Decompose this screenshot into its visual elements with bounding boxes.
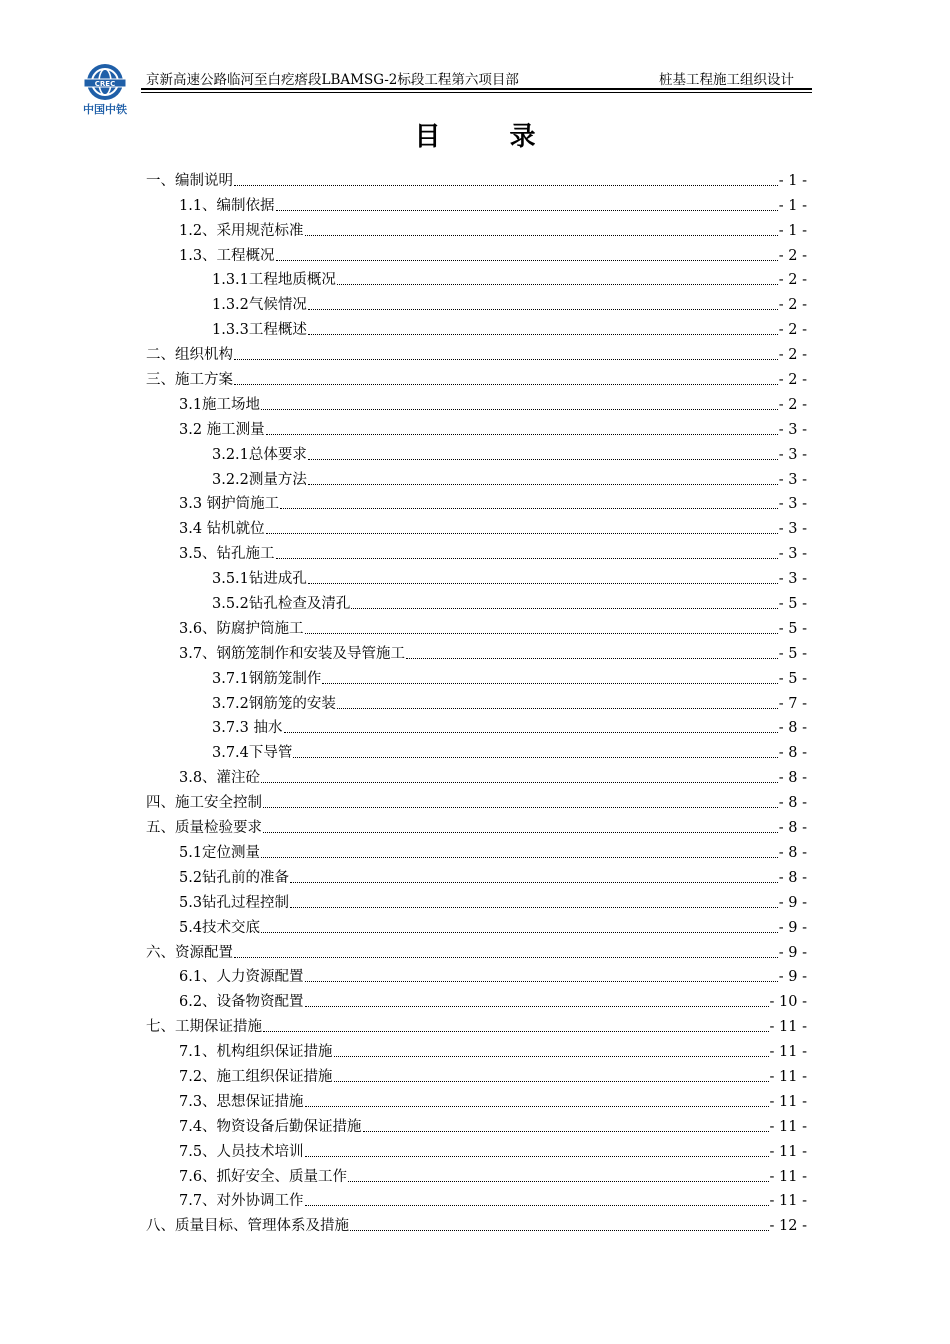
toc-entry[interactable] bbox=[146, 1161, 807, 1186]
toc-entry-label: 7.4、物资设备后勤保证措施 bbox=[179, 1118, 362, 1135]
toc-entry-label: 7.5、人员技术培训 bbox=[179, 1143, 304, 1160]
toc-entry-page: - 3 - bbox=[778, 421, 807, 438]
toc-dot-leader bbox=[261, 857, 778, 858]
toc-dot-leader bbox=[305, 1205, 769, 1206]
toc-dot-leader bbox=[234, 957, 778, 958]
toc-entry-label: 1.3、工程概况 bbox=[179, 247, 275, 264]
toc-entry[interactable] bbox=[146, 1036, 807, 1061]
toc-entry-page: - 11 - bbox=[769, 1193, 807, 1210]
toc-entry[interactable] bbox=[146, 1136, 807, 1161]
toc-entry-label: 八、质量目标、管理体系及措施 bbox=[146, 1218, 349, 1235]
toc-dot-leader bbox=[280, 508, 778, 509]
toc-entry-label: 三、施工方案 bbox=[146, 372, 233, 389]
toc-entry-page: - 5 - bbox=[778, 670, 807, 687]
toc-entry[interactable] bbox=[146, 962, 807, 987]
toc-entry-label: 3.7.1钢筋笼制作 bbox=[212, 670, 322, 687]
toc-entry-page: - 9 - bbox=[778, 969, 807, 986]
toc-entry-label: 3.5、钻孔施工 bbox=[179, 546, 275, 563]
toc-entry-label: 6.1、人力资源配置 bbox=[179, 969, 304, 986]
toc-entry[interactable] bbox=[146, 713, 807, 738]
toc-dot-leader bbox=[406, 658, 778, 659]
toc-entry-page: - 8 - bbox=[778, 720, 807, 737]
toc-entry[interactable] bbox=[146, 464, 807, 489]
toc-entry-label: 3.7.4下导管 bbox=[212, 745, 293, 762]
toc-entry-page: - 5 - bbox=[778, 645, 807, 662]
toc-entry[interactable] bbox=[146, 289, 807, 314]
toc-entry-page: - 3 - bbox=[778, 571, 807, 588]
toc-entry-label: 7.7、对外协调工作 bbox=[179, 1193, 304, 1210]
toc-entry-label: 6.2、设备物资配置 bbox=[179, 994, 304, 1011]
toc-dot-leader bbox=[276, 260, 778, 261]
toc-dot-leader bbox=[337, 284, 778, 285]
toc-dot-leader bbox=[308, 459, 778, 460]
toc-entry[interactable] bbox=[146, 439, 807, 464]
toc-entry-label: 5.2钻孔前的准备 bbox=[179, 869, 290, 886]
header-rule bbox=[141, 88, 812, 90]
toc-entry-page: - 1 - bbox=[778, 172, 807, 189]
toc-entry-label: 7.6、抓好安全、质量工作 bbox=[179, 1168, 348, 1185]
toc-entry[interactable] bbox=[146, 986, 807, 1011]
toc-entry[interactable] bbox=[146, 1086, 807, 1111]
toc-entry-page: - 11 - bbox=[769, 1168, 807, 1185]
toc-entry-label: 3.7.3 抽水 bbox=[212, 720, 283, 737]
toc-entry-page: - 11 - bbox=[769, 1118, 807, 1135]
toc-entry-label: 5.3钻孔过程控制 bbox=[179, 894, 290, 911]
header-document-name: 桩基工程施工组织设计 bbox=[659, 72, 794, 88]
toc-entry-label: 一、编制说明 bbox=[146, 172, 233, 189]
toc-entry[interactable] bbox=[146, 1210, 807, 1235]
toc-dot-leader bbox=[305, 1106, 769, 1107]
toc-entry[interactable] bbox=[146, 912, 807, 937]
toc-entry[interactable] bbox=[146, 663, 807, 688]
toc-entry-label: 3.2.2测量方法 bbox=[212, 471, 307, 488]
toc-entry[interactable] bbox=[146, 513, 807, 538]
toc-entry-label: 1.1、编制依据 bbox=[179, 197, 275, 214]
toc-entry-label: 3.8、灌注砼 bbox=[179, 770, 261, 787]
toc-entry-label: 3.2.1总体要求 bbox=[212, 446, 307, 463]
toc-dot-leader bbox=[290, 907, 778, 908]
toc-entry-page: - 2 - bbox=[778, 247, 807, 264]
toc-entry[interactable] bbox=[146, 240, 807, 265]
toc-entry-page: - 2 - bbox=[778, 372, 807, 389]
toc-entry[interactable] bbox=[146, 787, 807, 812]
toc-entry-label: 7.1、机构组织保证措施 bbox=[179, 1044, 333, 1061]
toc-dot-leader bbox=[305, 633, 778, 634]
toc-entry-page: - 8 - bbox=[778, 795, 807, 812]
toc-dot-leader bbox=[322, 683, 777, 684]
toc-dot-leader bbox=[293, 757, 777, 758]
toc-dot-leader bbox=[234, 185, 778, 186]
toc-entry-label: 七、工期保证措施 bbox=[146, 1019, 262, 1036]
toc-entry-page: - 8 - bbox=[778, 844, 807, 861]
toc-entry[interactable] bbox=[146, 812, 807, 837]
toc-entry[interactable] bbox=[146, 314, 807, 339]
toc-dot-leader bbox=[363, 1131, 769, 1132]
toc-entry-label: 1.3.3工程概述 bbox=[212, 322, 307, 339]
table-of-contents bbox=[146, 165, 807, 1235]
toc-entry[interactable] bbox=[146, 339, 807, 364]
toc-entry[interactable] bbox=[146, 190, 807, 215]
toc-entry[interactable] bbox=[146, 414, 807, 439]
toc-dot-leader bbox=[308, 484, 778, 485]
toc-entry-page: - 9 - bbox=[778, 894, 807, 911]
toc-entry[interactable] bbox=[146, 389, 807, 414]
toc-entry[interactable] bbox=[146, 1111, 807, 1136]
toc-entry[interactable] bbox=[146, 489, 807, 514]
toc-entry-page: - 8 - bbox=[778, 770, 807, 787]
toc-entry-label: 3.3 钢护筒施工 bbox=[179, 496, 280, 513]
toc-entry[interactable] bbox=[146, 1011, 807, 1036]
toc-entry-page: - 11 - bbox=[769, 1143, 807, 1160]
toc-dot-leader bbox=[305, 235, 778, 236]
toc-entry-page: - 7 - bbox=[778, 695, 807, 712]
toc-entry-page: - 12 - bbox=[769, 1218, 807, 1235]
toc-entry-page: - 2 - bbox=[778, 322, 807, 339]
toc-entry[interactable] bbox=[146, 563, 807, 588]
toc-entry-page: - 3 - bbox=[778, 471, 807, 488]
toc-entry[interactable] bbox=[146, 538, 807, 563]
toc-entry-label: 1.2、采用规范标准 bbox=[179, 222, 304, 239]
toc-entry-page: - 8 - bbox=[778, 745, 807, 762]
toc-entry-page: - 11 - bbox=[769, 1093, 807, 1110]
toc-entry-label: 1.3.2气候情况 bbox=[212, 297, 307, 314]
toc-dot-leader bbox=[261, 932, 778, 933]
toc-dot-leader bbox=[308, 309, 778, 310]
toc-dot-leader bbox=[308, 583, 778, 584]
toc-entry-label: 五、质量检验要求 bbox=[146, 820, 262, 837]
toc-entry-page: - 2 - bbox=[778, 347, 807, 364]
toc-entry-label: 3.1施工场地 bbox=[179, 396, 261, 413]
toc-dot-leader bbox=[351, 608, 777, 609]
toc-entry[interactable] bbox=[146, 737, 807, 762]
toc-entry-page: - 2 - bbox=[778, 272, 807, 289]
logo-text: 中国中铁 bbox=[83, 103, 127, 116]
toc-entry-page: - 3 - bbox=[778, 521, 807, 538]
toc-entry[interactable] bbox=[146, 265, 807, 290]
toc-entry[interactable] bbox=[146, 862, 807, 887]
toc-entry-page: - 8 - bbox=[778, 820, 807, 837]
toc-entry[interactable] bbox=[146, 215, 807, 240]
toc-entry-page: - 2 - bbox=[778, 297, 807, 314]
toc-entry[interactable] bbox=[146, 364, 807, 389]
toc-entry-label: 3.7、钢筋笼制作和安装及导管施工 bbox=[179, 645, 406, 662]
toc-entry[interactable] bbox=[146, 588, 807, 613]
toc-dot-leader bbox=[305, 1156, 769, 1157]
header-rule-thin bbox=[141, 92, 812, 93]
toc-entry-label: 四、施工安全控制 bbox=[146, 795, 262, 812]
toc-entry-page: - 8 - bbox=[778, 869, 807, 886]
toc-dot-leader bbox=[266, 434, 778, 435]
toc-entry-page: - 3 - bbox=[778, 446, 807, 463]
toc-dot-leader bbox=[263, 807, 778, 808]
toc-dot-leader bbox=[261, 409, 778, 410]
toc-entry-page: - 9 - bbox=[778, 944, 807, 961]
toc-dot-leader bbox=[263, 832, 778, 833]
toc-entry-page: - 11 - bbox=[769, 1068, 807, 1085]
toc-entry-label: 3.4 钻机就位 bbox=[179, 521, 265, 538]
toc-entry-label: 3.5.2钻孔检查及清孔 bbox=[212, 596, 351, 613]
toc-entry[interactable] bbox=[146, 762, 807, 787]
toc-dot-leader bbox=[266, 533, 778, 534]
toc-entry-label: 二、组织机构 bbox=[146, 347, 233, 364]
toc-entry-page: - 5 - bbox=[778, 620, 807, 637]
toc-entry[interactable] bbox=[146, 1061, 807, 1086]
toc-dot-leader bbox=[305, 981, 778, 982]
toc-entry-label: 3.5.1钻进成孔 bbox=[212, 571, 307, 588]
toc-entry[interactable] bbox=[146, 937, 807, 962]
toc-entry[interactable] bbox=[146, 613, 807, 638]
toc-entry-label: 3.6、防腐护筒施工 bbox=[179, 620, 304, 637]
toc-entry-label: 5.1定位测量 bbox=[179, 844, 261, 861]
toc-dot-leader bbox=[334, 1056, 769, 1057]
toc-dot-leader bbox=[276, 210, 778, 211]
toc-entry-page: - 3 - bbox=[778, 496, 807, 513]
toc-entry-label: 1.3.1工程地质概况 bbox=[212, 272, 336, 289]
toc-dot-leader bbox=[261, 782, 778, 783]
toc-dot-leader bbox=[290, 882, 778, 883]
toc-entry-page: - 11 - bbox=[769, 1019, 807, 1036]
toc-entry[interactable] bbox=[146, 837, 807, 862]
toc-dot-leader bbox=[276, 558, 778, 559]
toc-entry-page: - 9 - bbox=[778, 919, 807, 936]
toc-entry-label: 3.7.2钢筋笼的安装 bbox=[212, 695, 336, 712]
toc-entry-label: 7.2、施工组织保证措施 bbox=[179, 1068, 333, 1085]
toc-dot-leader bbox=[234, 384, 778, 385]
page-title: 目 录 bbox=[414, 122, 566, 152]
toc-dot-leader bbox=[284, 732, 778, 733]
svg-text:CREC: CREC bbox=[94, 80, 116, 88]
toc-entry-label: 7.3、思想保证措施 bbox=[179, 1093, 304, 1110]
toc-dot-leader bbox=[234, 359, 778, 360]
toc-entry[interactable] bbox=[146, 688, 807, 713]
toc-dot-leader bbox=[334, 1081, 769, 1082]
toc-entry-label: 六、资源配置 bbox=[146, 944, 233, 961]
toc-entry-page: - 11 - bbox=[769, 1044, 807, 1061]
toc-entry[interactable] bbox=[146, 1186, 807, 1211]
toc-dot-leader bbox=[350, 1230, 769, 1231]
toc-entry-page: - 3 - bbox=[778, 546, 807, 563]
toc-entry-page: - 5 - bbox=[778, 596, 807, 613]
toc-dot-leader bbox=[263, 1031, 769, 1032]
toc-dot-leader bbox=[337, 708, 778, 709]
toc-entry-page: - 1 - bbox=[778, 222, 807, 239]
toc-dot-leader bbox=[305, 1006, 769, 1007]
toc-entry[interactable] bbox=[146, 638, 807, 663]
toc-entry-label: 3.2 施工测量 bbox=[179, 421, 265, 438]
toc-entry[interactable] bbox=[146, 165, 807, 190]
toc-entry[interactable] bbox=[146, 887, 807, 912]
toc-entry-label: 5.4技术交底 bbox=[179, 919, 261, 936]
toc-dot-leader bbox=[308, 334, 778, 335]
toc-entry-page: - 10 - bbox=[769, 994, 807, 1011]
toc-dot-leader bbox=[348, 1181, 768, 1182]
toc-entry-page: - 1 - bbox=[778, 197, 807, 214]
toc-entry-page: - 2 - bbox=[778, 396, 807, 413]
header-project-name: 京新高速公路临河至白疙瘩段LBAMSG-2标段工程第六项目部 bbox=[146, 72, 519, 88]
